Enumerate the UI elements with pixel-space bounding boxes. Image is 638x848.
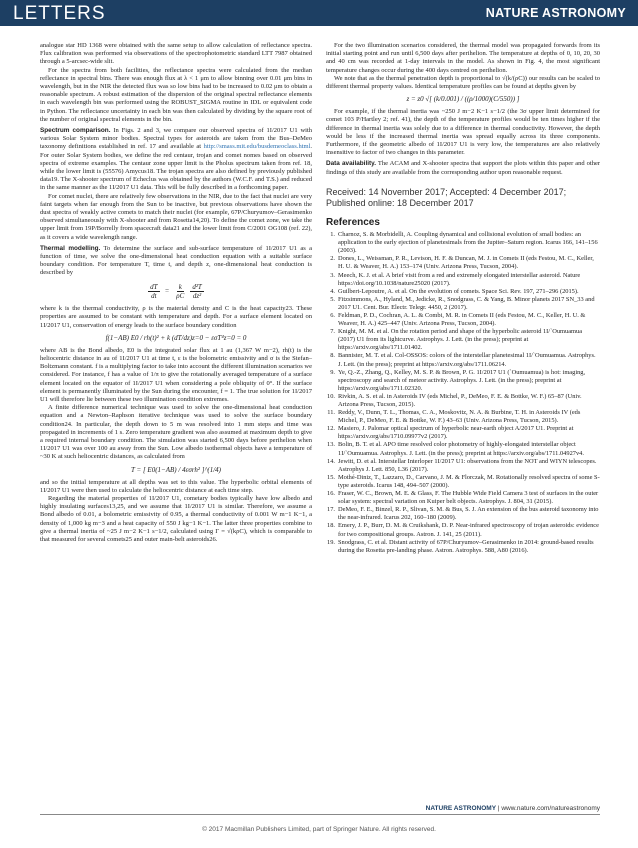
reference-item (326, 506, 600, 522)
reference-text: Fitzsimmons, A., Hyland, M., Jedicke, R., Snodgrass, C. & Yang, B. Minor planets 2017 SN_33 and 2017 U1. Cent. Bur. Electr. Telegr. 4450, 2 (2017). (338, 295, 595, 311)
reference-number: 14. (327, 457, 335, 465)
references-heading: References (326, 216, 380, 228)
reference-text: Rivkin, A. S. et al. in Asteroids IV (eds Michel, P., DeMeo, F. E. & Bottke, W. F.) 65–87 (Univ. Arizona Press, Tucson, 2015). (338, 392, 582, 409)
reference-item (326, 231, 600, 255)
reference-item (326, 425, 600, 441)
paragraph: For comet nuclei, there are relatively few observations in the NIR, due to the fact that nuclei are very faint targets when far enough from the Sun to be inactive, but previous observations have shown the dust spectra of weakly active comets to match their nuclei (for example, 67P/Churyumov–Gerasimenko observed simultaneously with X-shooter and from Rosetta14,20). To define the comet zone, we take the upper limit from 19P/Borrelly from spacecraft data21 and the lower limit from C/2001 OG108 (ref. 22), as it covers a wide wavelength range. (40, 192, 312, 241)
reference-number: 6. (330, 311, 335, 319)
reference-item (326, 288, 600, 296)
reference-text: Fraser, W. C., Brown, M. E. & Glass, F. The Hubble Wide Field Camera 3 test of surfaces in the outer solar system: spectral variation on Kuiper belt objects. Astrophys. J. 804, 31 (2015). (338, 490, 599, 506)
footer-divider (40, 814, 600, 815)
reference-text: Bolin, B. T. et al. APO time resolved color photometry of highly-elongated interstellar object 1I/`Oumuamua. Astrophys. J. Lett. (in the press); preprint at https://arxiv.org/abs/1711.04927v4. (338, 441, 584, 457)
reference-text: Meech, K. J. et al. A brief visit from a red and extremely elongated interstellar asteroid. Nature https://doi.org/10.1038/nature25020 (2017). (338, 271, 581, 287)
reference-text: Bannister, M. T. et al. Col-OSSOS: colors of the interstellar planetesimal 1I/`Oumuamua. Astrophys. J. Lett. (in the press); preprint at https://arxiv.org/abs/1711.06214. (338, 352, 596, 368)
paragraph: A finite difference numerical technique was used to solve the one-dimensional heat conduction equation and a Newton–Raphson iterative technique was used to solve the surface boundary condition24. In particular, the depth down to 5 m was resolved into 1 mm steps and time was propagated in increments of 1 s. Zero temperature gradient was also assumed at maximum depth to give a required internal boundary condition. The simulation was started 6,500 days before perihelion when 1I/2017 U1 was over 100 au away from the Sun. Low albedo isothermal objects have a temperature of ~30 K at such heliocentric distances, as calculated from (40, 404, 312, 461)
reference-number: 17. (327, 506, 335, 514)
reference-text: Dones, L., Weissman, P. R., Levison, H. F. & Duncan, M. J. in Comets II (eds Festou, M. C., Keller, H. U. & Weaver, H. A.) 153–174 (Univ. Arizona Press, Tucson, 2004). (338, 255, 594, 271)
reference-item (326, 409, 600, 425)
reference-item (326, 522, 600, 538)
link-busdemeo[interactable]: http://smass.mit.edu/busdemeoclass.html (203, 143, 311, 151)
reference-number: 16. (327, 490, 335, 498)
reference-text: Feldman, P. D., Cochran, A. L. & Combi, M. R. in Comets II (eds Festou, M. C., Keller, H. U. & Weaver, H. A.) 425–447 (Univ. Arizona Press, Tucson, 2004). (338, 311, 586, 328)
reference-text: Emery, J. P., Burr, D. M. & Cruikshank, D. P. Near-infrared spectroscopy of trojan asteroids: evidence for two compositional groups. Astron. J. 141, 25 (2011). (338, 522, 599, 538)
paragraph: analogue star HD 1368 were obtained with the same setup to allow calculation of reflectance spectra. Flux calibration was performed via observations of the spectrophotometric standard LTT 7987 obtained through a 5-arcsec-wide slit. (40, 42, 312, 66)
paragraph-thermal-modelling: Thermal modelling. To determine the surface and sub-surface temperature of 1I/2017 U1 as a function of time, we solve the one-dimensional heat conduction equation with a suitable surface boundary condition. For temperature T, time t, and depth z, one-dimensional heat conduction is described by (40, 244, 312, 277)
references-list (326, 231, 600, 555)
equation-isothermal-temperature: T = [ E0(1−AB) / 4εσrh² ]^(1/4) (130, 465, 222, 474)
reference-text: Charnoz, S. & Morbidelli, A. Coupling dynamical and collisional evolution of small bodies: an application to the early ejection of planetesimals from the Jupiter–Saturn region. Icarus 166, 141–156 (2003). (338, 231, 598, 255)
reference-number: 15. (327, 473, 335, 481)
equation-heat-conduction: $\frac{dT}{dt}$ = $\frac{k}{\rho C}$ $\frac{\text{d²T}}{\text{dz²}}$ (150, 282, 202, 300)
reference-number: 1. (330, 231, 335, 239)
reference-item (326, 255, 600, 271)
paragraph: We note that as the thermal penetration depth is proportional to √(k/(ρC)) our results can be scaled to different thermal property values. Identical temperature profiles can be found at depths given by (326, 74, 600, 91)
reference-text: Ye, Q.-Z., Zhang, Q., Kelley, M. S. P. & Brown, P. G. 1I/2017 U1 (`Oumuamua) is hot: imaging, spectroscopy and search of meteor activity. Astrophys. J. Lett. (in the press); preprint at https://arxiv.org/abs/1711.02320. (338, 368, 586, 392)
footer-journal: NATURE ASTRONOMY | www.nature.com/natureastronomy (425, 805, 600, 812)
section-heading: Data availability. (326, 160, 376, 168)
reference-number: 2. (330, 255, 335, 263)
left-column (40, 42, 312, 544)
paragraph-data-availability: Data availability. The ACAM and X-shooter spectra that support the plots within this paper and other findings of this study are available from the corresponding author upon reasonable request. (326, 160, 600, 176)
section-heading: Spectrum comparison. (40, 127, 111, 135)
reference-item (326, 328, 600, 352)
reference-number: 9. (330, 368, 335, 376)
reference-text: Jewitt, D. et al. Interstellar Interloper 1I/2017 U1: observations from the NOT and WIYN telescopes. Astrophys J. Lett. 850, L36 (2017). (338, 457, 597, 473)
reference-number: 8. (330, 352, 335, 360)
paragraph: For the spectra from both facilities, the reflectance spectra were calculated from the median reflectance in spectral bins. There was enough flux at λ < 1 μm to allow binning over 0.01 μm bins in wavelength, but in the NIR the detected flux was so low bins had to be increased to 0.02 μm to obtain a reasonable spectrum. A robust estimation of the dispersion of the original spectral reflectance elements in each wavelength bin was performed using the ROBUST_SIGMA routine in IDL or equivalent code in Python. The reflectance uncertainty in each bin was then calculated by dividing by the square root of the number of original spectral elements in the bin. (40, 66, 312, 123)
reference-text: Mothé-Diniz, T., Lazzaro, D., Carvano, J. M. & Florczak, M. Rotationally resolved spectra of some S-type asteroids. Icarus 148, 494–507 (2000). (338, 473, 600, 489)
paragraph-spectrum-comparison: Spectrum comparison. In Figs. 2 and 3, we compare our observed spectra of 1I/2017 U1 with various Solar System minor bodies. Spectral types for asteroids are taken from the Bus–DeMeo taxonomy definitions established in ref. 17 and available at http://smass.mit.edu/busdemeoclass.html. For outer Solar System bodies, we define the red centaur, trojan and comet nomes based on observed spectra of extreme examples. The centaur zone upper limit is the Pholus spectrum taken from ref. 18, while the lower limit is (55576) Amycus18. The trojan spectra are also defined by previously published data19. The X-shooter spectrum of Echeclus was obtained by the authors (W.C.F. and T.S.) and reduced in the same manner as the 1I/2017 U1 data. This will be fully described in a forthcoming paper. (40, 127, 313, 192)
reference-number: 13. (327, 441, 335, 449)
paragraph: where AB is the Bond albedo, E0 is the integrated solar flux at 1 au (1,367 W m−2), rh(t) is the heliocentric distance in au of 1I/2017 U1 at time t, ε is the bolometric emissivity and σ is the Stefan–Boltzmann constant. f is a multiplying factor to take into account the different illumination scenarios we considered. For instance, f has a value of 1/π to give the rotationally averaged temperature of a surface element located on the equator of 1I/2017 U1 when considering a pole obliquity of 0°. If the surface element is permanently illuminated by the Sun during the encounter, f = 1. The true solution for 1I/2017 U1 will therefore lie between these two illumination condition extremes. (40, 346, 312, 403)
reference-item (326, 490, 600, 506)
section-heading: Thermal modelling. (40, 244, 101, 252)
reference-number: 4. (330, 287, 335, 295)
journal-name: NATURE ASTRONOMY (485, 6, 626, 20)
reference-number: 10. (327, 392, 335, 400)
reference-text: Snodgrass, C. et al. Distant activity of 67P/Churyumov–Gerasimenko in 2014: ground-based results during the Rosetta pre-landing phase. Astron. Astrophys. 588, A80 (2016). (338, 538, 594, 554)
reference-item (326, 312, 600, 328)
reference-number: 18. (327, 522, 335, 530)
equation-depth-scaling: z = z0 √[ (k/0.001) / ((ρ/1000)(C/550)) ] (406, 95, 520, 104)
reference-number: 3. (330, 271, 335, 279)
reference-item (326, 458, 600, 474)
paragraph: and so the initial temperature at all depths was set to this value. The hyperbolic orbital elements of 1I/2017 U1 were then used to calculate the heliocentric distance at each time step. (40, 478, 312, 494)
reference-item (326, 272, 600, 288)
reference-item (326, 352, 600, 368)
reference-text: Reddy, V., Dunn, T. L., Thomas, C. A., Moskovitz, N. A. & Burbine, T. H. in Asteroids IV (eds Michel, P., DeMeo, F. E. & Bottke, W. F.) 43–63 (Univ. Arizona Press, Tucson, 2015). (338, 409, 581, 425)
copyright-notice: © 2017 Macmillan Publishers Limited, part of Springer Nature. All rights reserved. (202, 826, 436, 833)
reference-item (326, 393, 600, 409)
reference-number: 7. (330, 328, 335, 336)
received-dates: Received: 14 November 2017; Accepted: 4 December 2017; Published online: 18 December 2017 (326, 186, 567, 208)
equation-boundary-condition: f(1−AB) E0 / rh(t)² + k (dT/dz)z=0 − εσT⁴z=0 = 0 (105, 333, 247, 342)
reference-number: 11. (327, 409, 335, 417)
section-label: LETTERS (13, 3, 106, 24)
paragraph: For the two illumination scenarios considered, the thermal model was propagated forwards from its initial starting point and run until 6,500 days after perihelion. The temperature at depths of 0, 10, 20, 30 and 40 cm was recorded at 1-day intervals in the model. As shown in Fig. 4, the most significant temperature changes occur during the 400 days centred on perihelion. (326, 42, 600, 74)
paragraph: Regarding the material properties of 1I/2017 U1, cometary bodies typically have low albedo and highly insulating surfaces13,25, and we assume that 1I/2017 U1 is similar. Therefore, we assume a Bond albedo of 0.01, a bolometric emissivity of 0.95, a thermal conductivity of 0.001 W m−1 K−1, a density of 1,000 kg m−3 and a heat capacity of 550 J kg−1 K−1. The latter three properties combine to give a thermal inertia of ~25 J m−2 K−1 s−1/2, calculated using Γ = √(kρC), which is comparable to that measured for several comets25 and outer main-belt asteroids26. (40, 494, 312, 543)
reference-item (326, 296, 600, 312)
reference-text: Masiero, J. Palomar optical spectrum of hyperbolic near-earth object A/2017 U1. Preprint at https://arxiv.org/abs/1710.09977v2 (2017). (338, 425, 574, 441)
reference-item (326, 539, 600, 555)
paragraph: where k is the thermal conductivity, ρ is the material density and C is the heat capacity23. These properties are assumed to be constant with temperature and depth. For a surface element located on 1I/2017 U1, conservation of energy leads to the surface boundary condition (40, 305, 312, 329)
header-bar (0, 0, 638, 26)
reference-text: Guilbert-Lepoutre, A. et al. On the evolution of comets. Space Sci. Rev. 197, 271–296 (2015). (338, 287, 579, 295)
reference-text: Knight, M. M. et al. On the rotation period and shape of the hyperbolic asteroid 1I/`Oumuamua (2017) U1 from its lightcurve. Astrophys. J. Lett. (in the press); preprint at https://arxiv.org/abs/1711.01402. (338, 328, 583, 352)
reference-item (326, 441, 600, 457)
reference-number: 19. (327, 538, 335, 546)
right-column (326, 42, 600, 555)
reference-number: 5. (330, 295, 335, 303)
reference-number: 12. (327, 425, 335, 433)
reference-item (326, 369, 600, 393)
paragraph: For example, if the thermal inertia was ~250 J m−2 K−1 s−1/2 (the 3σ upper limit determined for comet 103 P/Hartley 2; ref. 41), the depth of the temperature profiles would be ten times higher if the difference in thermal inertia was solely due to a difference in thermal conductivity. However, the depth would be less if the increased thermal inertia was spread equally across its three components. Furthermore, if the geometric albedo of 1I/2017 U1 is very low, the temperatures are also relatively insensitive to factor of two changes in this parameter. (326, 108, 600, 157)
reference-item (326, 474, 600, 490)
reference-text: DeMeo, F. E., Binzel, R. P., Slivan, S. M. & Bus, S. J. An extension of the bus asteroid taxonomy into the near-infrared. Icarus 202, 160–180 (2009). (338, 506, 599, 522)
